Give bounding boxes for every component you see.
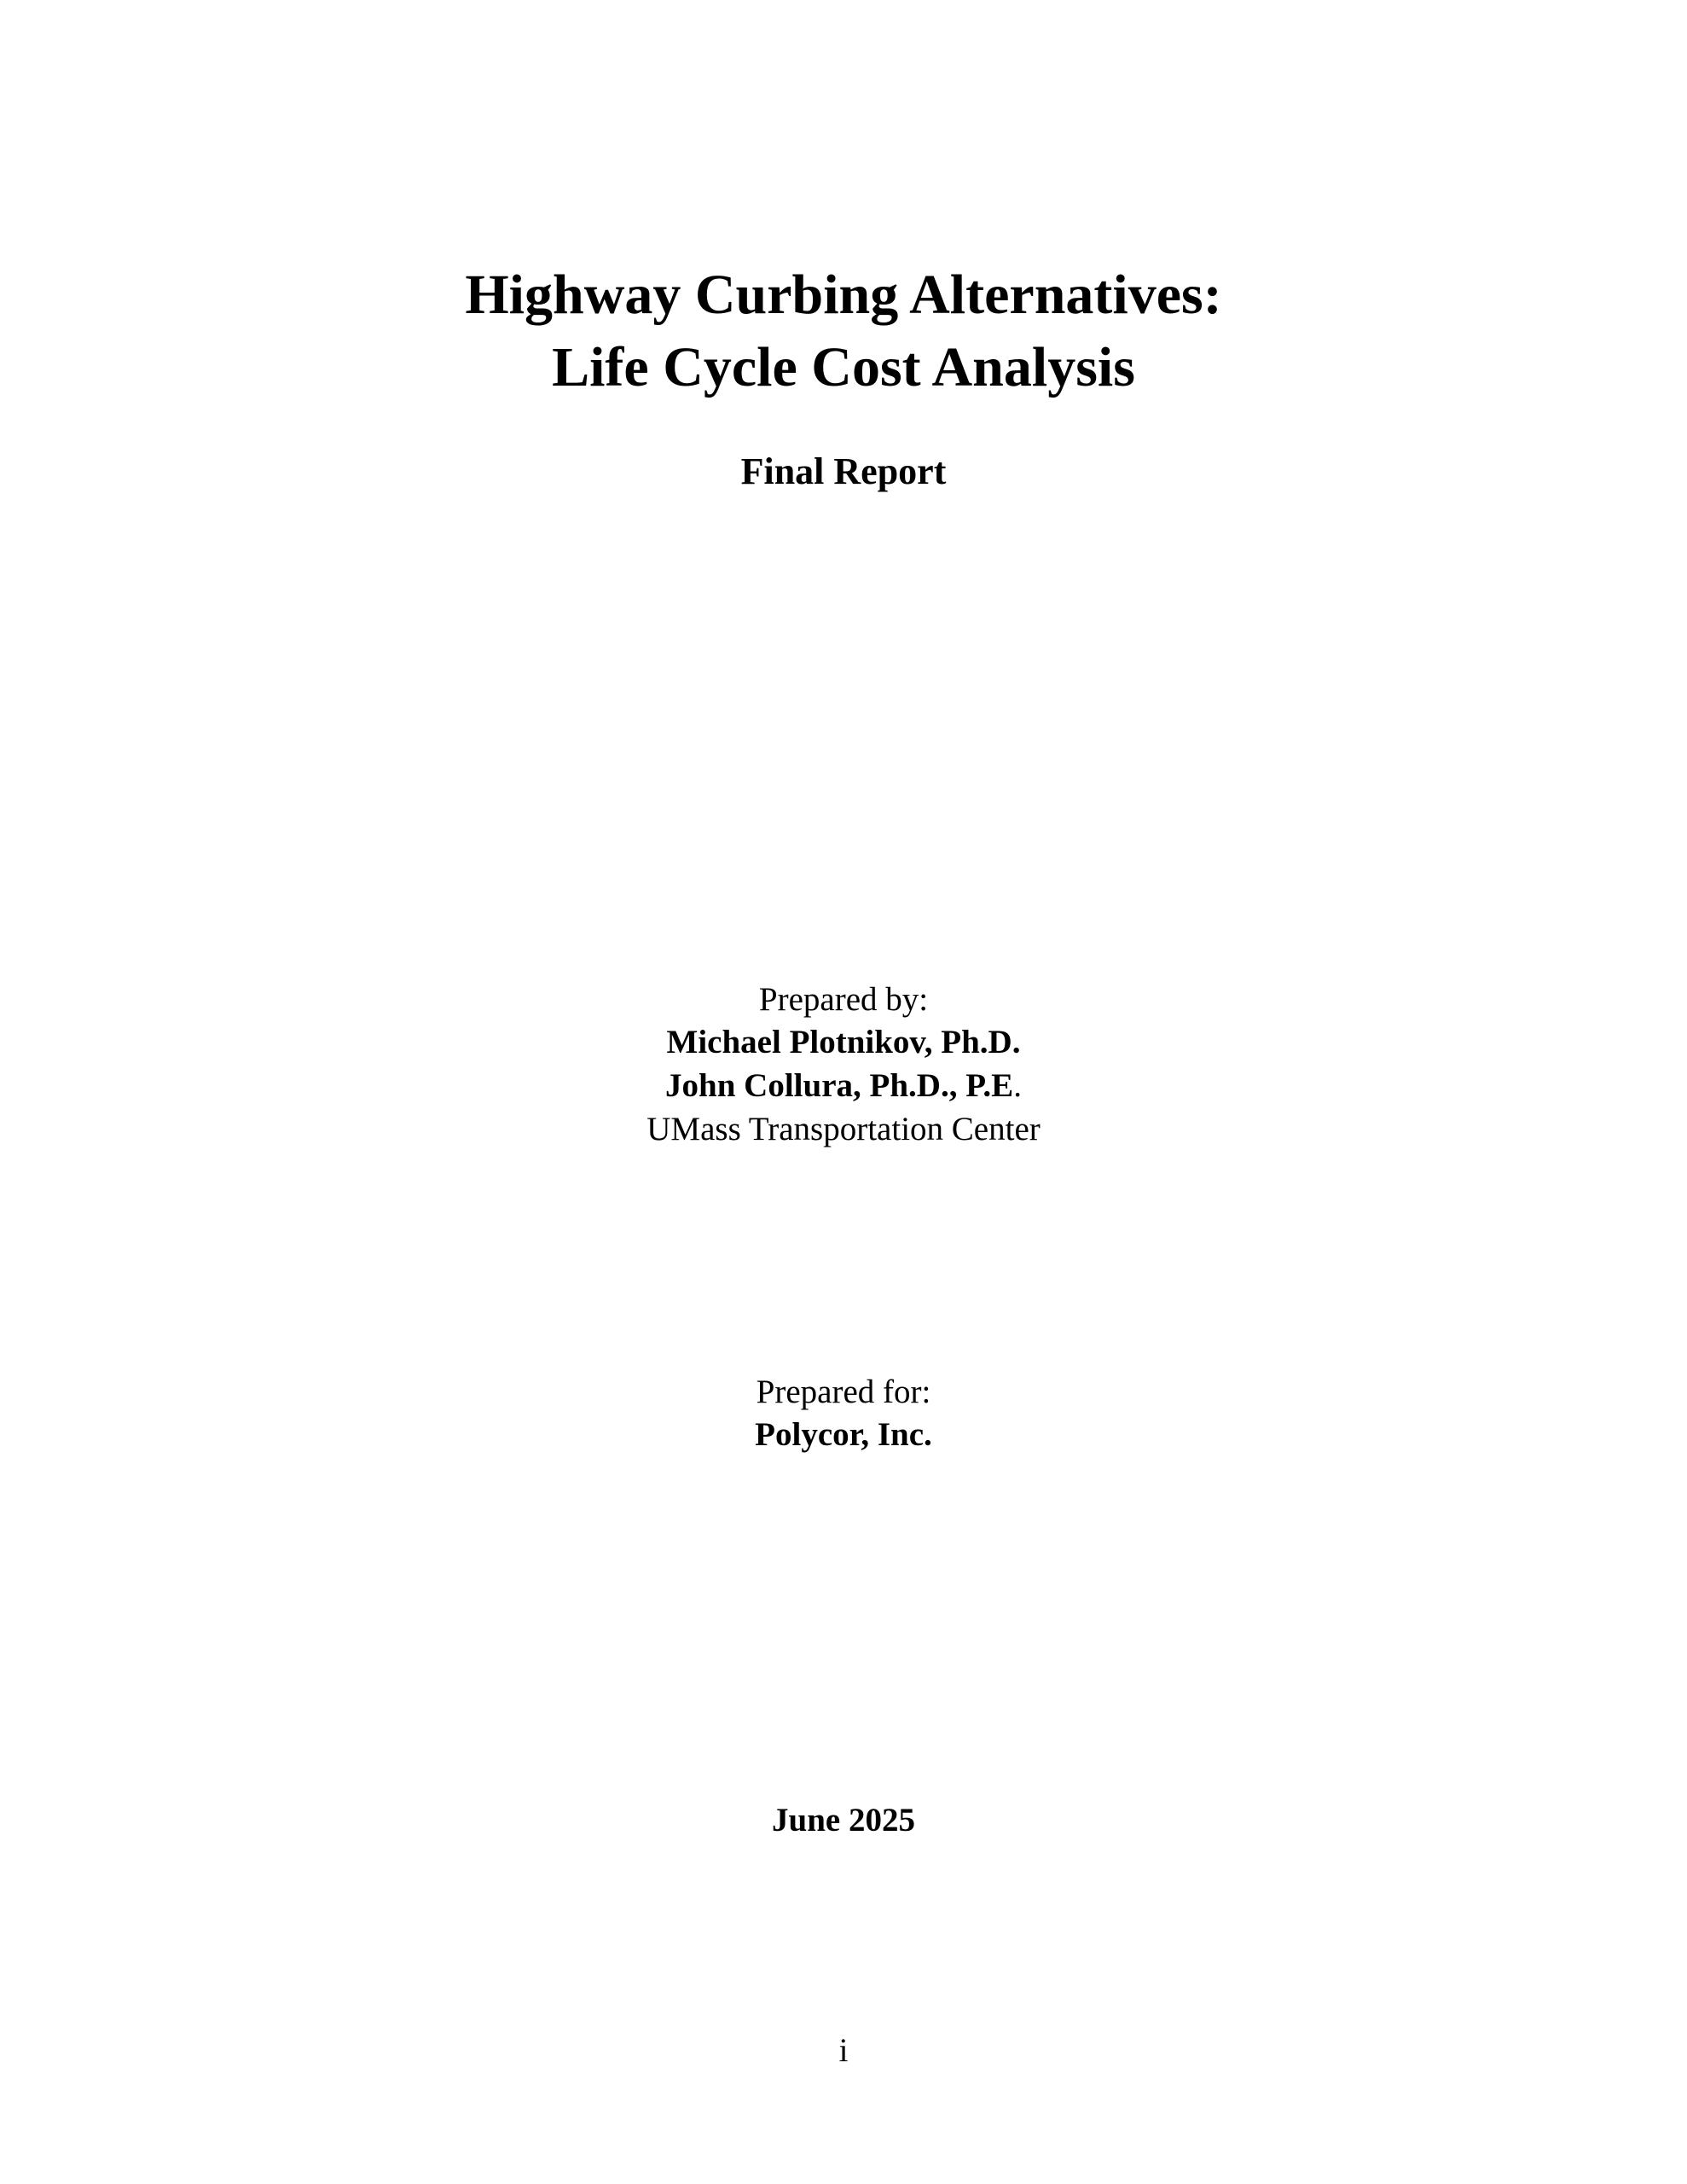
author-name-2-text: John Collura, Ph.D., P.E: [665, 1067, 1014, 1104]
report-title-line-1: Highway Curbing Alternatives:: [465, 264, 1222, 326]
report-date: June 2025: [772, 1802, 915, 1838]
author-name-1: Michael Plotnikov, Ph.D.: [666, 1024, 1021, 1060]
client-name: Polycor, Inc.: [755, 1416, 932, 1453]
author-name-2-trailing-period: .: [1013, 1067, 1022, 1104]
page-number: i: [838, 2032, 849, 2069]
author-organization: UMass Transportation Center: [646, 1111, 1041, 1147]
prepared-by-label: Prepared by:: [758, 981, 929, 1018]
author-name-2: [0, 1069, 1687, 1102]
report-title-line-2: Life Cycle Cost Analysis: [552, 336, 1135, 398]
prepared-for-label: Prepared for:: [756, 1374, 931, 1410]
report-subtitle: Final Report: [740, 450, 947, 492]
